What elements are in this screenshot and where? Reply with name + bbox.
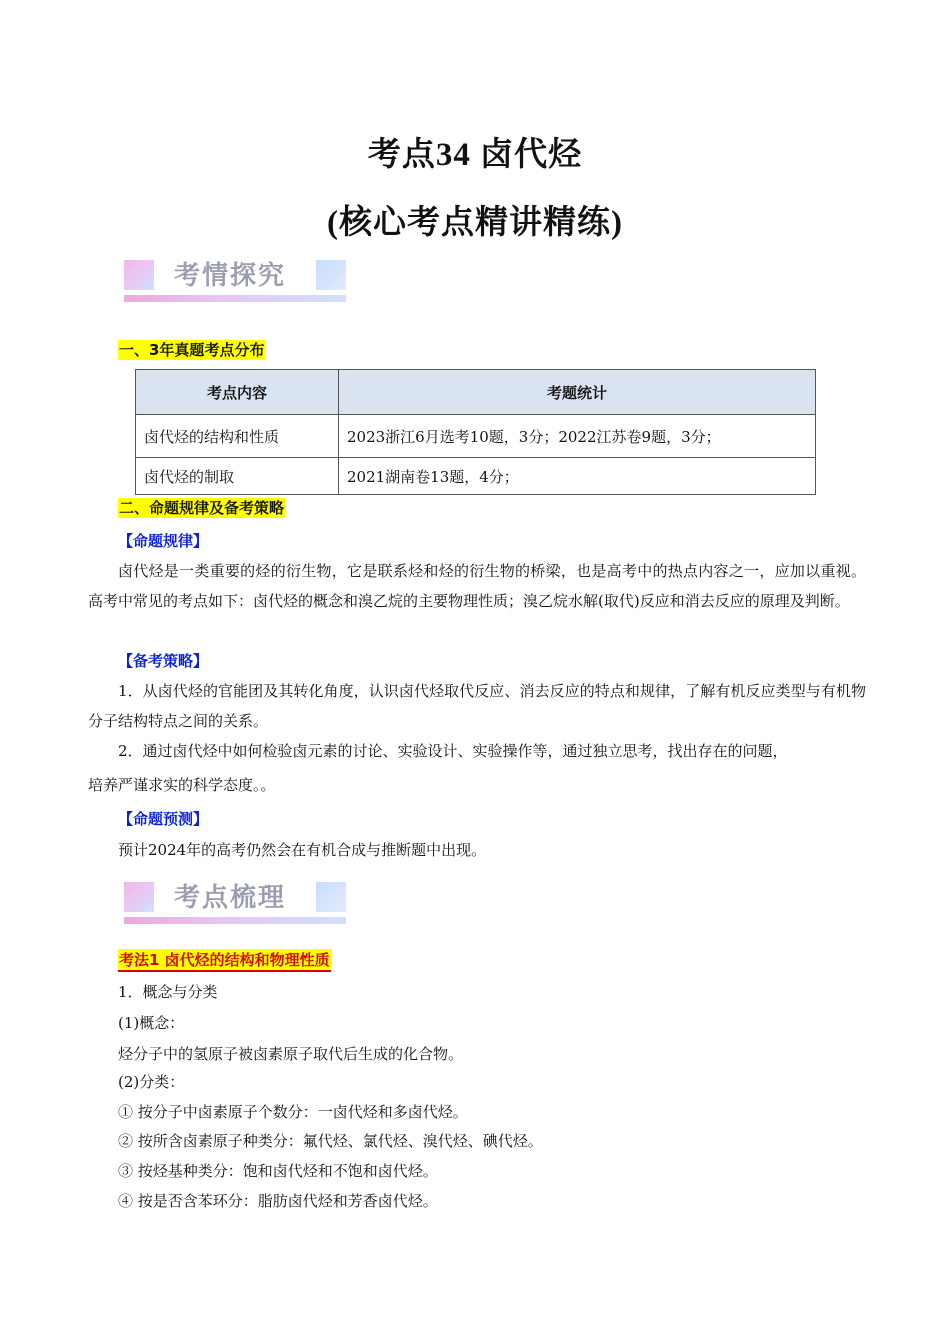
forecast-text: 预计2024年的高考仍然会在有机合成与推断题中出现。 (118, 841, 487, 859)
law-text: 卤代烃是一类重要的烃的衍生物，它是联系烃和烃的衍生物的桥梁，也是高考中的热点内容之一，应加以重视。高考中常见的考点如下：卤代烃的概念和溴乙烷的主要物理性质；溴乙烷水解(取代)反应和消去反应的原理及判断。 (88, 562, 866, 610)
section-banner-key-points (124, 882, 346, 926)
content-line: ① 按分子中卤素原子个数分：一卤代烃和多卤代烃。 (118, 1103, 468, 1121)
strategy-item-2-cont: 培养严谨求实的科学态度。。 (88, 776, 276, 794)
content-line: ③ 按烃基种类分：饱和卤代烃和不饱和卤代烃。 (118, 1162, 438, 1180)
section1-heading: 一、3年真题考点分布 (119, 341, 265, 359)
banner-decor-square (124, 882, 154, 912)
section-banner-exam-analysis (124, 260, 346, 304)
content-line: ② 按所含卤素原子种类分：氟代烃、氯代烃、溴代烃、碘代烃。 (118, 1132, 543, 1150)
table-cell: 卤代烃的结构和性质 (136, 415, 339, 458)
banner-decor-square (316, 882, 346, 912)
table-row (136, 415, 816, 458)
method-heading: 考法1 卤代烃的结构和物理性质 (118, 949, 331, 972)
strategy-label: 【备考策略】 (118, 652, 209, 670)
table-cell: 卤代烃的制取 (136, 458, 339, 495)
content-line: (1)概念： (118, 1014, 185, 1032)
content-line: 1．概念与分类 (118, 983, 218, 1001)
banner-label: 考点梳理 (174, 883, 287, 913)
table-header-cell: 考题统计 (339, 370, 816, 415)
table-header-row (136, 370, 816, 415)
table-cell: 2023浙江6月选考10题，3分；2022江苏卷9题，3分； (339, 415, 816, 458)
strategy-item-1: 1．从卤代烃的官能团及其转化角度，认识卤代烃取代反应、消去反应的特点和规律，了解有机反应类型与有机物分子结构特点之间的关系。 (88, 682, 866, 730)
content-line: 烃分子中的氢原子被卤素原子取代后生成的化合物。 (118, 1045, 464, 1063)
content-line: ④ 按是否含苯环分：脂肪卤代烃和芳香卤代烃。 (118, 1192, 438, 1210)
page-title-line2: (核心考点精讲精练) (327, 205, 623, 241)
banner-decor-bar (124, 917, 346, 924)
section2-heading: 二、命题规律及备考策略 (119, 499, 285, 517)
banner-decor-square (124, 260, 154, 290)
banner-decor-square (316, 260, 346, 290)
law-label: 【命题规律】 (118, 532, 209, 550)
page-title-line1: 考点34 卤代烃 (367, 137, 583, 173)
table-header-cell: 考点内容 (136, 370, 339, 415)
banner-decor-bar (124, 295, 346, 302)
table-row (136, 458, 816, 495)
content-line: (2)分类： (118, 1073, 185, 1091)
banner-label: 考情探究 (174, 261, 287, 291)
table-cell: 2021湖南卷13题，4分； (339, 458, 816, 495)
forecast-label: 【命题预测】 (118, 810, 209, 828)
strategy-item-2: 2．通过卤代烃中如何检验卤元素的讨论、实验设计、实验操作等，通过独立思考，找出存在的问题， (118, 742, 788, 760)
exam-stats-table (135, 369, 816, 495)
